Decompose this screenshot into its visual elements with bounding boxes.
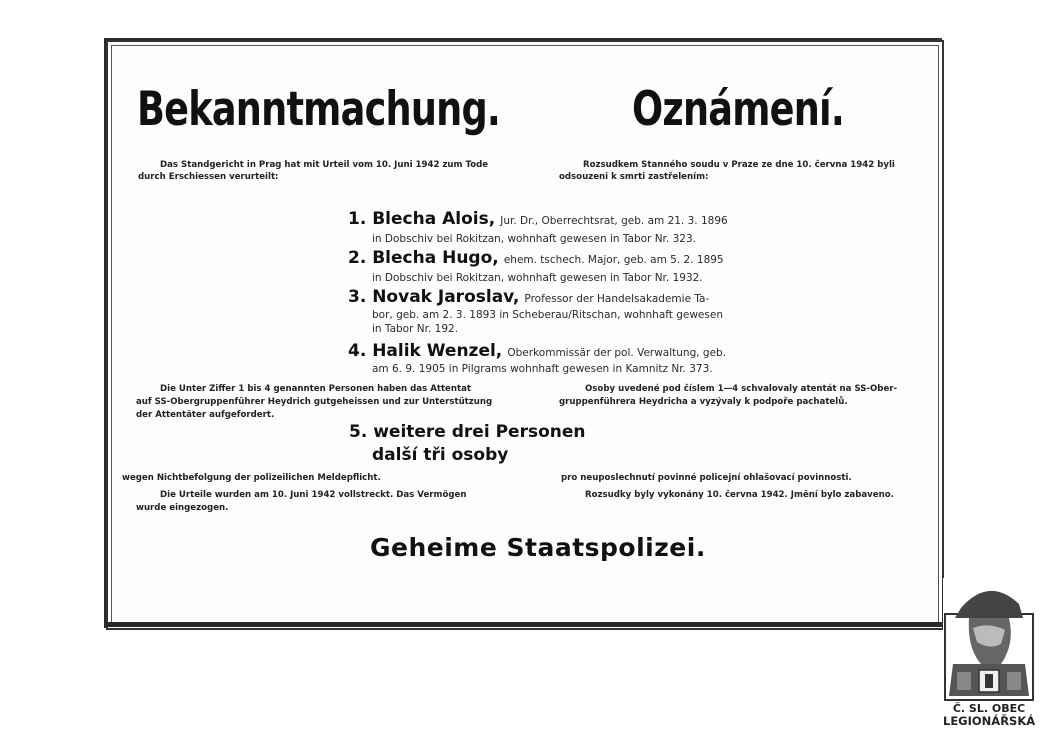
entry-detail: am 6. 9. 1905 in Pilgrams wohnhaft gewesen in Kamnitz Nr. 373. (372, 363, 713, 375)
entry-name: 3. Novak Jaroslav, (348, 287, 520, 307)
item-5-german: 5. weitere drei Personen (349, 422, 586, 442)
mid-german-line-2: auf SS-Obergruppenführer Heydrich gutgeheissen und zur Unterstützung (136, 397, 493, 407)
signature: Geheime Staatspolizei. (370, 533, 706, 562)
title-german: Bekanntmachung. (137, 82, 501, 137)
reason-german: wegen Nichtbefolgung der polizeilichen Meldepflicht. (122, 473, 381, 483)
item-5-czech: další tři osoby (372, 445, 509, 465)
mid-czech-line-1: Osoby uvedené pod číslem 1—4 schvalovaly atentát na SS-Ober- (585, 384, 898, 394)
entry-name: 1. Blecha Alois, (348, 209, 496, 229)
intro-czech-line-1: Rozsudkem Stanného soudu v Praze ze dne 10. června 1942 byli (583, 160, 895, 170)
entry-2 (348, 248, 724, 284)
poster-edge-bottom (106, 622, 942, 627)
intro-german-line-2: durch Erschiessen verurteilt: (138, 172, 279, 182)
entry-detail-2: in Tabor Nr. 192. (372, 323, 459, 335)
entry-desc: Jur. Dr., Oberrechtsrat, geb. am 21. 3. 1896 (500, 215, 728, 227)
execution-german-line-1: Die Urteile wurden am 10. Juni 1942 vollstreckt. Das Vermögen (160, 490, 467, 500)
intro-german-line-1: Das Standgericht in Prag hat mit Urteil vom 10. Juni 1942 zum Tode (160, 160, 489, 170)
execution-german-line-2: wurde eingezogen. (136, 503, 229, 513)
entry-detail: bor, geb. am 2. 3. 1893 in Scheberau/Ritschan, wohnhaft gewesen (372, 309, 723, 321)
mid-czech-line-2: gruppenführera Heydricha a vyzývaly k podpoře pachatelů. (559, 397, 848, 407)
entry-desc: Oberkommissär der pol. Verwaltung, geb. (507, 347, 727, 359)
intro-czech-line-2: odsouzeni k smrti zastřelením: (559, 172, 709, 182)
reason-czech: pro neuposlechnutí povinné policejní ohlašovací povinnosti. (561, 473, 852, 483)
title-czech: Oznámení. (632, 82, 844, 137)
entry-desc: Professor der Handelsakademie Ta- (524, 293, 710, 305)
entry-name: 4. Halik Wenzel, (348, 341, 503, 361)
entry-desc: ehem. tschech. Major, geb. am 5. 2. 1895 (503, 254, 724, 266)
entry-detail: in Dobschiv bei Rokitzan, wohnhaft gewesen in Tabor Nr. 323. (372, 233, 696, 245)
emblem-text-line-2: LEGIONÁŘSKÁ (943, 714, 1036, 728)
emblem-text-line-1: Č. SL. OBEC (952, 702, 1026, 715)
entry-name: 2. Blecha Hugo, (348, 248, 499, 268)
execution-czech: Rozsudky byly vykonány 10. června 1942. Jmění bylo zabaveno. (585, 490, 894, 500)
mid-german-line-3: der Attentäter aufgefordert. (136, 410, 275, 420)
entry-4 (348, 341, 727, 375)
entry-detail: in Dobschiv bei Rokitzan, wohnhaft gewesen in Tabor Nr. 1932. (372, 272, 703, 284)
entry-1 (348, 209, 728, 245)
mid-german-line-1: Die Unter Ziffer 1 bis 4 genannten Personen haben das Attentat (160, 384, 472, 394)
entry-3 (348, 287, 723, 335)
